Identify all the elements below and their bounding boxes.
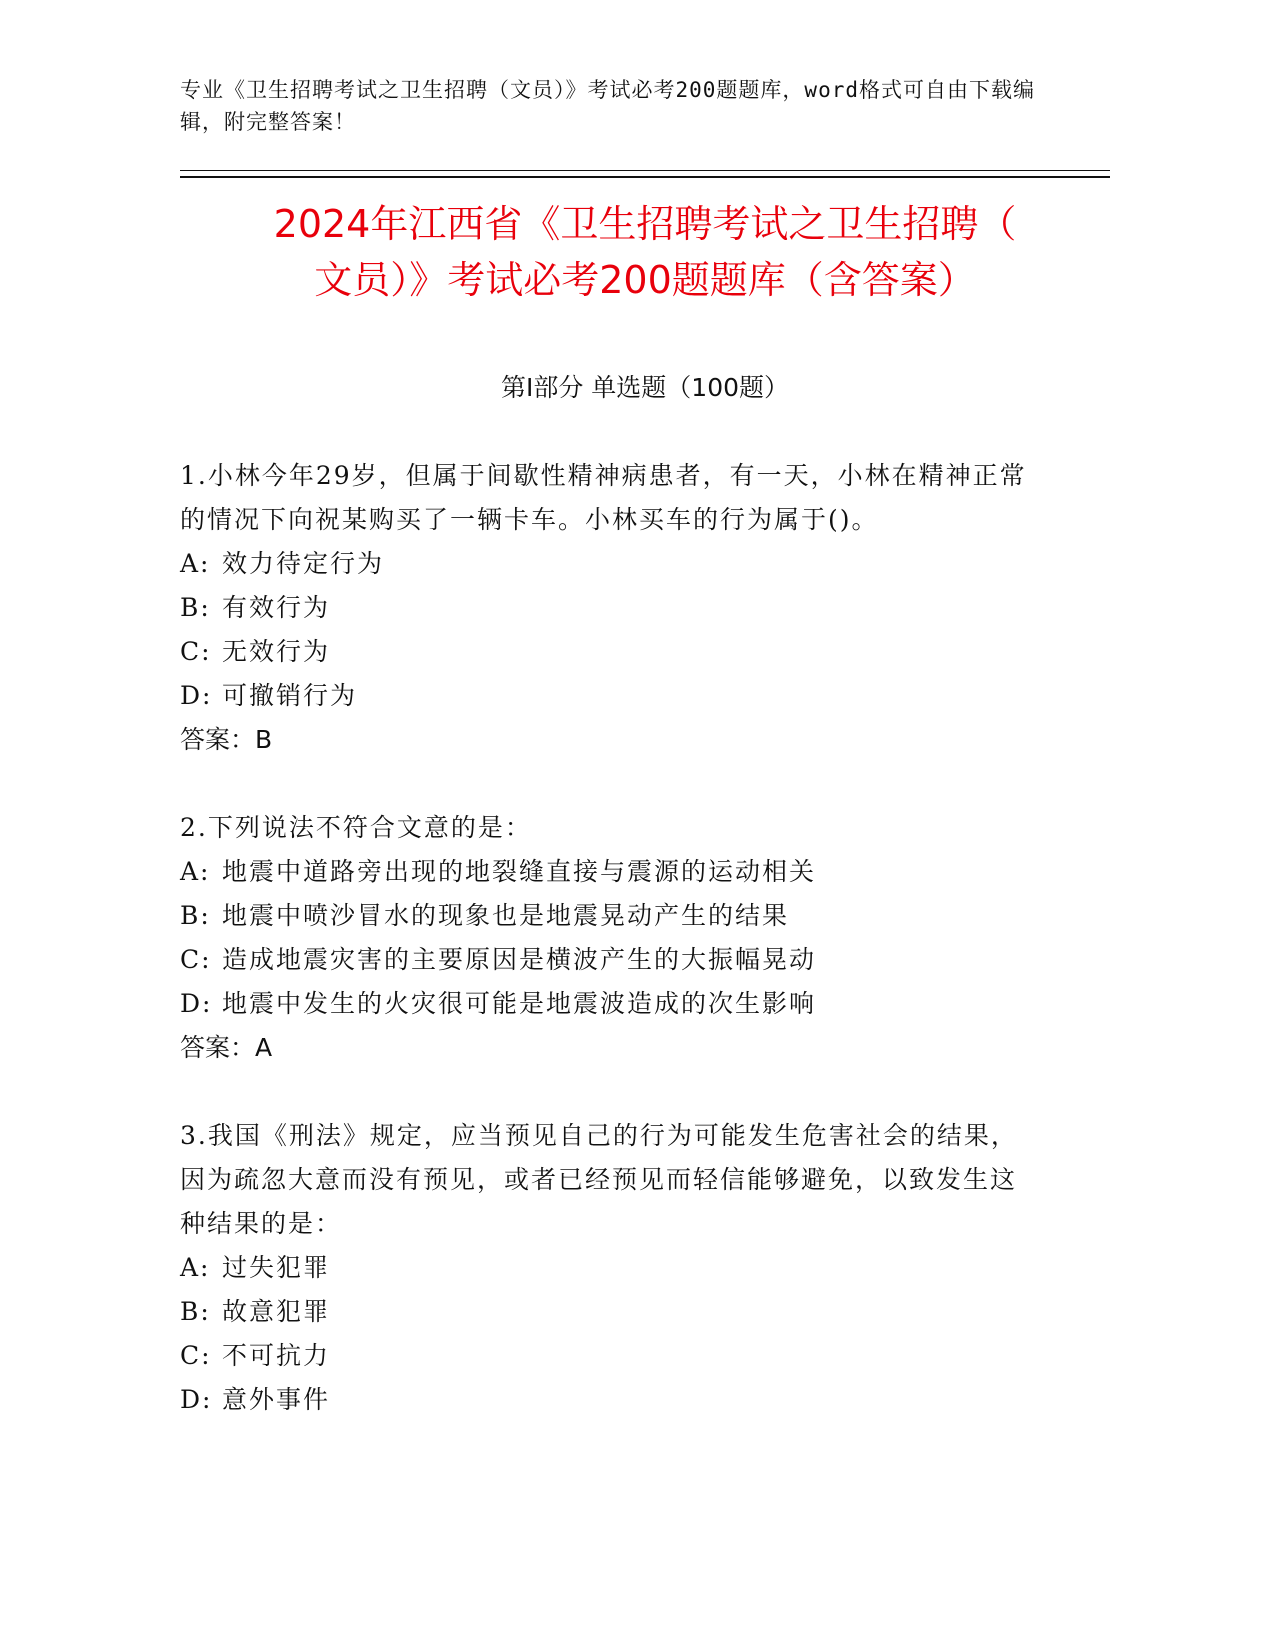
option-letter: D: xyxy=(180,989,213,1018)
option-text: 有效行为 xyxy=(222,593,331,622)
option-text: 地震中喷沙冒水的现象也是地震晃动产生的结果 xyxy=(222,901,790,930)
title-line-1: 2024年江西省《卫生招聘考试之卫生招聘（ xyxy=(273,202,1017,246)
option-text: 故意犯罪 xyxy=(222,1297,331,1326)
option-letter: B: xyxy=(180,901,211,930)
option-letter: B: xyxy=(180,593,211,622)
header-rule-thin xyxy=(180,170,1110,171)
option-text: 效力待定行为 xyxy=(222,549,385,578)
question-2 xyxy=(180,806,1030,1070)
option-letter: A: xyxy=(180,1253,211,1282)
option-text: 意外事件 xyxy=(222,1385,331,1414)
title-line-2: 文员）》考试必考200题题库（含答案） xyxy=(314,258,976,302)
option-letter: D: xyxy=(180,681,213,710)
option-letter: C: xyxy=(180,637,212,666)
answer-line: 答案：A xyxy=(180,1033,273,1062)
option-letter: C: xyxy=(180,1341,212,1370)
option-letter: A: xyxy=(180,857,211,886)
option-d xyxy=(180,1378,1030,1422)
question-stem: 2.下列说法不符合文意的是： xyxy=(180,813,532,842)
option-text: 造成地震灾害的主要原因是横波产生的大振幅晃动 xyxy=(222,945,817,974)
option-letter: A: xyxy=(180,549,211,578)
option-text: 过失犯罪 xyxy=(222,1253,331,1282)
header-rule-thick xyxy=(180,176,1110,178)
question-list xyxy=(180,454,1030,1466)
option-c xyxy=(180,630,1030,674)
option-text: 地震中道路旁出现的地裂缝直接与震源的运动相关 xyxy=(222,857,817,886)
question-1 xyxy=(180,454,1030,762)
document-title xyxy=(180,196,1110,308)
option-a xyxy=(180,542,1030,586)
question-3 xyxy=(180,1114,1030,1422)
section-heading: 第Ⅰ部分 单选题（100题） xyxy=(500,373,790,402)
option-b xyxy=(180,1290,1030,1334)
option-text: 不可抗力 xyxy=(222,1341,331,1370)
question-stem: 3.我国《刑法》规定，应当预见自己的行为可能发生危害社会的结果，因为疏忽大意而没有预见，或者已经预见而轻信能够避免，以致发生这种结果的是： xyxy=(180,1121,1018,1238)
option-c xyxy=(180,938,1030,982)
option-c xyxy=(180,1334,1030,1378)
option-a xyxy=(180,850,1030,894)
option-letter: B: xyxy=(180,1297,211,1326)
option-a xyxy=(180,1246,1030,1290)
option-letter: D: xyxy=(180,1385,213,1414)
answer-line: 答案：B xyxy=(180,725,273,754)
option-text: 无效行为 xyxy=(222,637,331,666)
question-stem: 1.小林今年29岁，但属于间歇性精神病患者，有一天，小林在精神正常的情况下向祝某购买了一辆卡车。小林买车的行为属于()。 xyxy=(180,461,1027,534)
option-b xyxy=(180,894,1030,938)
option-d xyxy=(180,674,1030,718)
option-text: 可撤销行为 xyxy=(222,681,358,710)
option-letter: C: xyxy=(180,945,212,974)
option-d xyxy=(180,982,1030,1026)
header-note: 专业《卫生招聘考试之卫生招聘（文员）》考试必考200题题库，word格式可自由下载编辑，附完整答案！ xyxy=(180,78,1035,134)
option-text: 地震中发生的火灾很可能是地震波造成的次生影响 xyxy=(222,989,817,1018)
option-b xyxy=(180,586,1030,630)
